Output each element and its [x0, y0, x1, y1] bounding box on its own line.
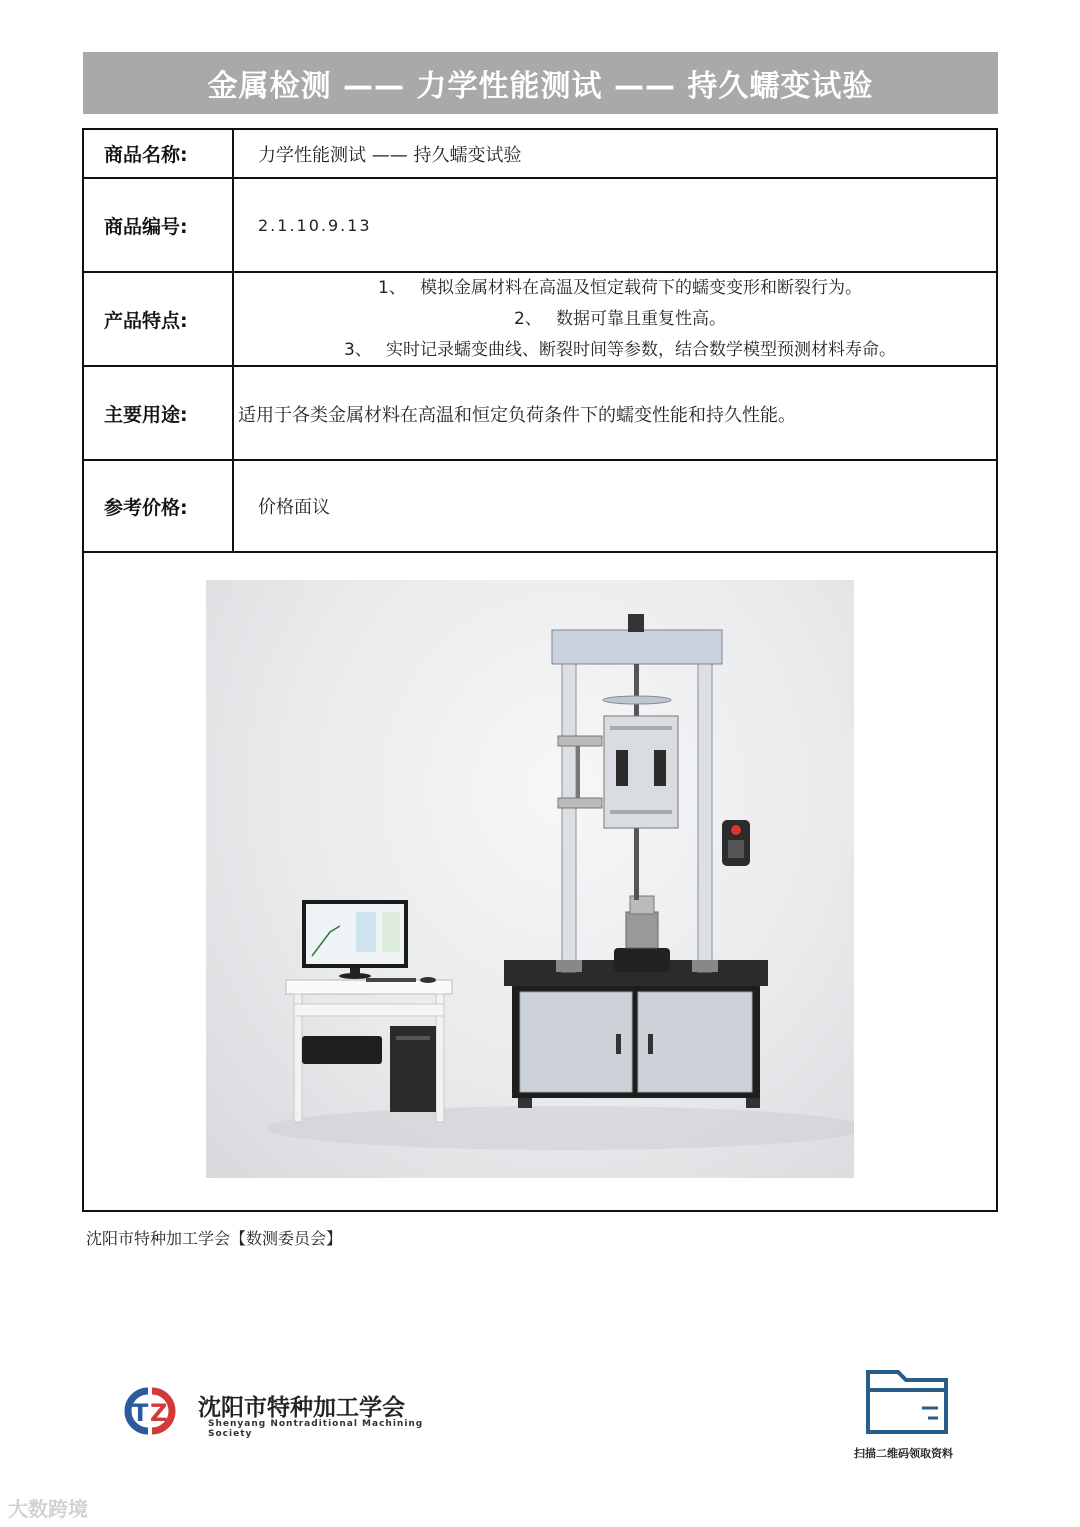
- feature-number: 2、: [514, 308, 542, 329]
- feature-item: [378, 273, 862, 304]
- watermark: 大数跨境: [8, 1497, 88, 1521]
- feature-number: 3、: [344, 339, 372, 360]
- qr-caption: 扫描二维码领取资料: [854, 1447, 953, 1460]
- society-logo: [112, 1383, 452, 1441]
- usage-label: 主要用途:: [84, 367, 234, 459]
- feature-item: [514, 304, 726, 335]
- price-label: 参考价格:: [84, 461, 234, 551]
- svg-text:Z: Z: [150, 1399, 168, 1427]
- features-list: [234, 273, 996, 365]
- society-name-cn: 沈阳市特种加工学会: [198, 1395, 405, 1421]
- title-banner: [83, 52, 998, 114]
- product-spec-table: [82, 128, 998, 1212]
- product-code-label: 商品编号:: [84, 179, 234, 271]
- feature-text: 数据可靠且重复性高。: [556, 308, 726, 329]
- footer-note: 沈阳市特种加工学会【数测委员会】: [86, 1229, 343, 1248]
- feature-text: 实时记录蠕变曲线、断裂时间等参数，结合数学模型预测材料寿命。: [386, 339, 896, 360]
- product-code-value: 2.1.10.9.13: [258, 215, 372, 235]
- row-product-name: [84, 130, 996, 179]
- features-label: 产品特点:: [84, 273, 234, 365]
- row-features: [84, 273, 996, 367]
- usage-value: 适用于各类金属材料在高温和恒定负荷条件下的蠕变性能和持久性能。: [238, 405, 796, 426]
- row-price: [84, 461, 996, 553]
- product-name-value: 力学性能测试 —— 持久蠕变试验: [258, 144, 522, 166]
- creep-tester-illustration: [206, 580, 854, 1178]
- society-name-en: Shenyang Nontraditional Machining Society: [208, 1419, 424, 1439]
- price-value: 价格面议: [258, 497, 330, 518]
- row-usage: [84, 367, 996, 461]
- svg-text:T: T: [132, 1399, 149, 1427]
- feature-number: 1、: [378, 277, 406, 298]
- feature-item: [344, 335, 896, 366]
- page-title: 金属检测 —— 力学性能测试 —— 持久蠕变试验: [207, 69, 874, 104]
- tz-logo-icon: [112, 1383, 192, 1441]
- product-photo: [206, 580, 854, 1178]
- product-name-label: 商品名称:: [84, 130, 234, 177]
- feature-text: 模拟金属材料在高温及恒定载荷下的蠕变变形和断裂行为。: [420, 277, 862, 298]
- row-product-code: [84, 179, 996, 273]
